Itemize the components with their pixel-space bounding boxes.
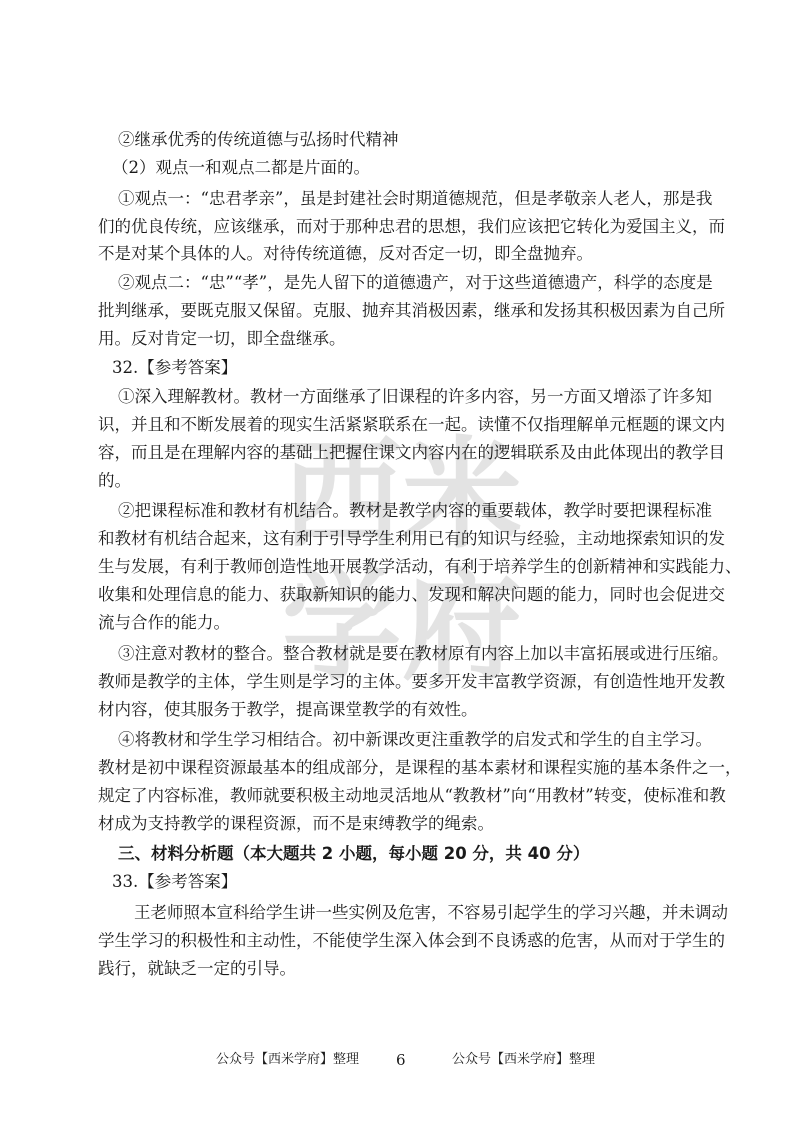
answer-line: 识，并且和不断发展着的现实生活紧紧联系在一起。读懂不仅指理解单元框题的课文内 bbox=[98, 415, 725, 434]
answer-line: 的。 bbox=[98, 471, 131, 490]
answer-line: 用。反对肯定一切，即全盘继承。 bbox=[98, 329, 346, 348]
answer-line: ④将教材和学生学习相结合。初中新课改更注重教学的启发式和学生的自主学习。 bbox=[118, 730, 712, 749]
answer-line: 流与合作的能力。 bbox=[98, 613, 230, 632]
svg-text:学: 学 bbox=[282, 558, 402, 697]
footer-left-label: 公众号【西米学府】整理 bbox=[216, 1052, 360, 1067]
svg-text:府: 府 bbox=[402, 558, 522, 697]
answer-line: ②观点二：“忠”“孝”，是先人留下的道德遗产，对于这些道德遗产，科学的态度是 bbox=[118, 273, 713, 292]
answer-line: 践行，就缺乏一定的引导。 bbox=[98, 959, 296, 978]
answer-line: 和教材有机结合起来，这有利于引导学生利用已有的知识与经验，主动地探索知识的发 bbox=[98, 529, 725, 548]
answer-line: ①观点一：“忠君孝亲”，虽是封建社会时期道德规范，但是孝敬亲人老人，那是我 bbox=[118, 189, 713, 208]
section-heading: 三、材料分析题（本大题共 2 小题，每小题 20 分，共 40 分） bbox=[118, 844, 590, 863]
answer-line: 教材是初中课程资源最基本的组成部分，是课程的基本素材和课程实施的基本条件之一， bbox=[98, 758, 742, 777]
svg-text:米: 米 bbox=[402, 426, 522, 565]
answer-line: 们的优良传统，应该继承，而对于那种忠君的思想，我们应该把它转化为爱国主义，而 bbox=[98, 217, 725, 236]
answer-line: ①深入理解教材。教材一方面继承了旧课程的许多内容，另一方面又增添了许多知 bbox=[118, 387, 712, 406]
answer-line: ②继承优秀的传统道德与弘扬时代精神 bbox=[118, 130, 399, 149]
answer-line: ②把课程标准和教材有机结合。教材是教学内容的重要载体，教学时要把课程标准 bbox=[118, 501, 712, 520]
answer-line: 生与发展，有利于教师创造性地开展教学活动，有利于培养学生的创新精神和实践能力、 bbox=[98, 557, 742, 576]
answer-line: ③注意对教材的整合。整合教材就是要在教材原有内容上加以丰富拓展或进行压缩。 bbox=[118, 644, 729, 663]
answer-line: （2）观点一和观点二都是片面的。 bbox=[112, 158, 370, 177]
question-heading: 32.【参考答案】 bbox=[112, 358, 238, 377]
answer-line: 教师是教学的主体，学生则是学习的主体。要多开发丰富教学资源，有创造性地开发教 bbox=[98, 672, 725, 691]
answer-line: 学生学习的积极性和主动性，不能使学生深入体会到不良诱惑的危害，从而对于学生的 bbox=[98, 931, 725, 950]
answer-line: 规定了内容标准，教师就要积极主动地灵活地从“教教材”向“用教材”转变，使标准和教 bbox=[98, 786, 726, 805]
svg-text:西: 西 bbox=[282, 426, 402, 565]
page-number: 6 bbox=[396, 1051, 406, 1069]
answer-line: 收集和处理信息的能力、获取新知识的能力、发现和解决问题的能力，同时也会促进交 bbox=[98, 585, 725, 604]
answer-line: 材成为支持教学的课程资源，而不是束缚教学的绳索。 bbox=[98, 814, 494, 833]
question-heading: 33.【参考答案】 bbox=[112, 872, 238, 891]
answer-line: 王老师照本宣科给学生讲一些实例及危害，不容易引起学生的学习兴趣，并未调动 bbox=[134, 903, 728, 922]
answer-line: 批判继承，要既克服又保留。克服、抛弃其消极因素，继承和发扬其积极因素为自己所 bbox=[98, 301, 725, 320]
answer-line: 不是对某个具体的人。对待传统道德，反对否定一切，即全盘抛弃。 bbox=[98, 244, 593, 263]
answer-line: 容，而且是在理解内容的基础上把握住课文内容内在的逻辑联系及由此体现出的教学目 bbox=[98, 443, 725, 462]
footer-right-label: 公众号【西米学府】整理 bbox=[452, 1052, 596, 1067]
answer-line: 材内容，使其服务于教学，提高课堂教学的有效性。 bbox=[98, 700, 478, 719]
